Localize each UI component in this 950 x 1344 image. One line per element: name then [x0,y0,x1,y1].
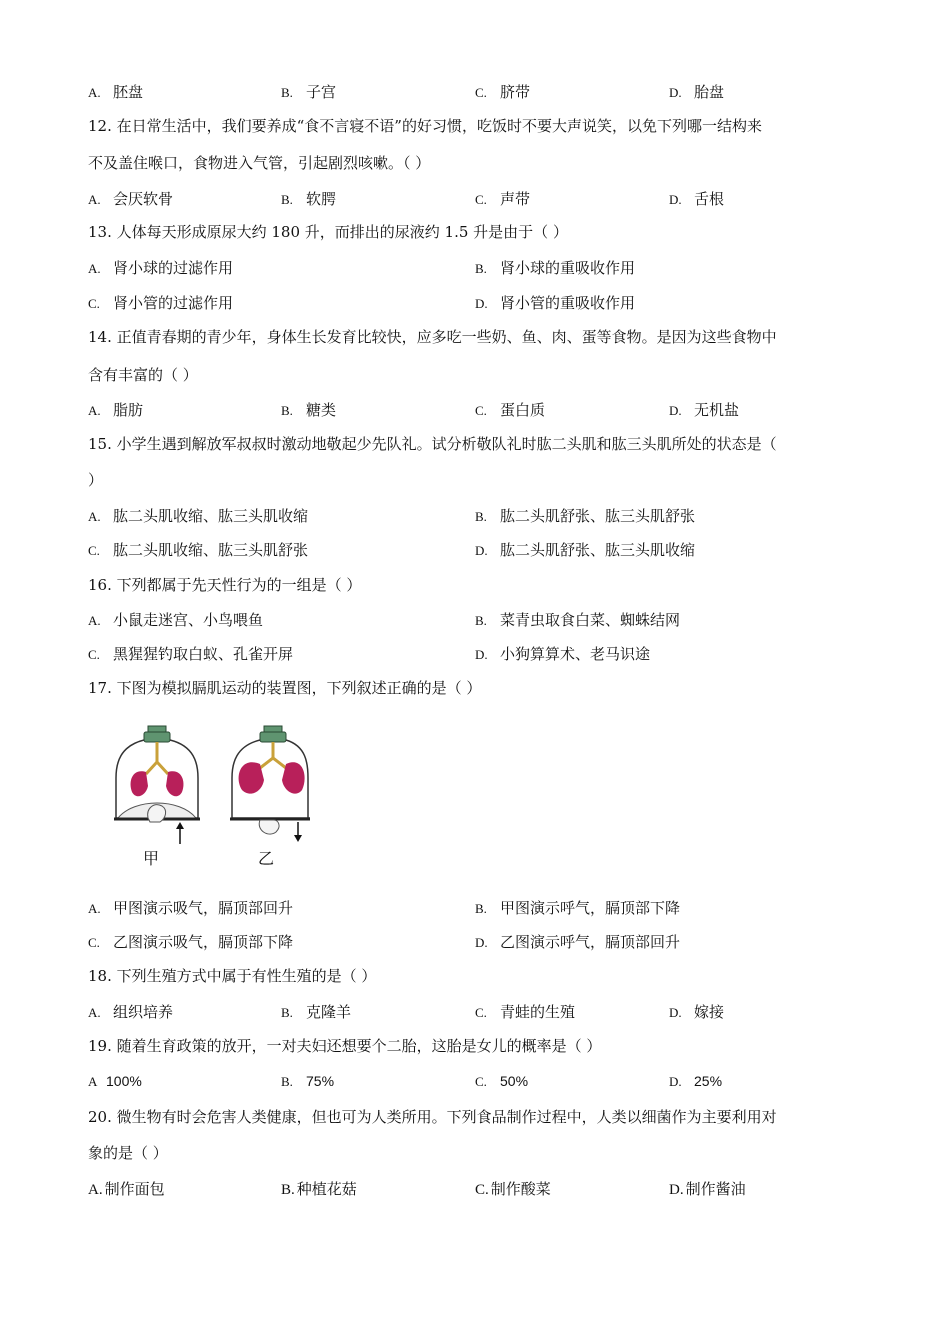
q15-option-c: C. 肱二头肌收缩、肱三头肌舒张 [88,541,309,559]
q18-stem-line1: 18. 下列生殖方式中属于有性生殖的是（ ） [88,967,377,985]
q13-option-c: C. 肾小管的过滤作用 [88,294,234,312]
q11-option-c: C. 脐带 [475,83,531,101]
q17-stem-line1: 17. 下图为模拟膈肌运动的装置图，下列叙述正确的是（ ） [88,679,482,697]
q19-option-d: D. 25% [669,1073,723,1089]
jar-jia [114,726,200,844]
q20-stem-line1: 20. 微生物有时会危害人类健康，但也可为人类所用。下列食品制作过程中，人类以细菌作为主要利用对 [88,1108,777,1126]
jar-yi [230,726,310,842]
q17-option-a: A. 甲图演示吸气，膈顶部回升 [88,899,294,917]
diaphragm-model-figure [110,718,310,874]
figure-label-yi: 乙 [258,849,275,868]
q12-option-a: A. 会厌软骨 [88,190,174,208]
q11-option-b: B. 子宫 [281,83,337,101]
q15-stem-line2: ） [88,471,104,489]
q15-stem-line1: 15. 小学生遇到解放军叔叔时激动地敬起少先队礼。试分析敬队礼时肱二头肌和肱三头肌所处的状态是（ [88,435,777,453]
q18-option-b: B. 克隆羊 [281,1003,352,1021]
lung-left-yi [239,762,264,793]
q16-option-b: B. 菜青虫取食白菜、蜘蛛结网 [475,611,681,629]
q16-option-d: D. 小狗算算术、老马识途 [475,645,651,663]
q17-option-c: C. 乙图演示吸气，膈顶部下降 [88,933,294,951]
q18-option-d: D. 嫁接 [669,1003,725,1021]
q15-option-b: B. 肱二头肌舒张、肱三头肌舒张 [475,507,696,525]
q12-option-b: B. 软腭 [281,190,337,208]
q20-option-d: D. 制作酱油 [669,1180,746,1198]
q15-option-d: D. 肱二头肌舒张、肱三头肌收缩 [475,541,696,559]
q18-option-c: C. 青蛙的生殖 [475,1003,576,1021]
q20-option-c: C. 制作酸菜 [475,1180,551,1198]
q13-option-d: D. 肾小管的重吸收作用 [475,294,636,312]
q20-stem-line2: 象的是（ ） [88,1144,168,1162]
q19-stem-line1: 19. 随着生育政策的放开，一对夫妇还想要个二胎，这胎是女儿的概率是（ ） [88,1037,602,1055]
q19-option-c: C. 50% [475,1073,529,1089]
q18-option-a: A. 组织培养 [88,1003,174,1021]
lung-right-jia [166,771,183,796]
q13-option-a: A. 肾小球的过滤作用 [88,259,234,277]
q16-option-c: C. 黑猩猩钓取白蚁、孔雀开屏 [88,645,294,663]
q12-stem-line1: 12. 在日常生活中，我们要养成“食不言寝不语”的好习惯，吃饭时不要大声说笑，以免下列哪一结构来 [88,117,762,135]
q14-stem-line1: 14. 正值青春期的青少年，身体生长发育比较快，应多吃一些奶、鱼、肉、蛋等食物。是因为这些食物中 [88,328,777,346]
q13-stem-line1: 13. 人体每天形成原尿大约 180 升，而排出的尿液约 1.5 升是由于（ ） [88,223,568,241]
q14-option-c: C. 蛋白质 [475,401,546,419]
q12-option-c: C. 声带 [475,190,531,208]
q15-option-a: A. 肱二头肌收缩、肱三头肌收缩 [88,507,309,525]
q20-option-a: A. 制作面包 [88,1180,165,1198]
q14-option-b: B. 糖类 [281,401,337,419]
q12-option-d: D. 舌根 [669,190,725,208]
q11-option-a: A. 胚盘 [88,83,144,101]
lung-left-jia [131,771,148,796]
q17-option-b: B. 甲图演示呼气，膈顶部下降 [475,899,681,917]
q14-option-a: A. 脂肪 [88,401,144,419]
q16-stem-line1: 16. 下列都属于先天性行为的一组是（ ） [88,576,362,594]
q12-stem-line2: 不及盖住喉口，食物进入气管，引起剧烈咳嗽。（ ） [88,154,431,172]
lung-right-yi [282,762,305,793]
q13-option-b: B. 肾小球的重吸收作用 [475,259,636,277]
q11-option-d: D. 胎盘 [669,83,725,101]
q19-option-b: B. 75% [281,1073,335,1089]
q20-option-b: B. 种植花菇 [281,1180,357,1198]
q17-option-d: D. 乙图演示呼气，膈顶部回升 [475,933,681,951]
q16-option-a: A. 小鼠走迷宫、小鸟喂鱼 [88,611,264,629]
q14-stem-line2: 含有丰富的（ ） [88,366,198,384]
q14-option-d: D. 无机盐 [669,401,740,419]
figure-label-jia: 甲 [143,849,160,868]
q19-option-a: A 100% [88,1073,142,1089]
